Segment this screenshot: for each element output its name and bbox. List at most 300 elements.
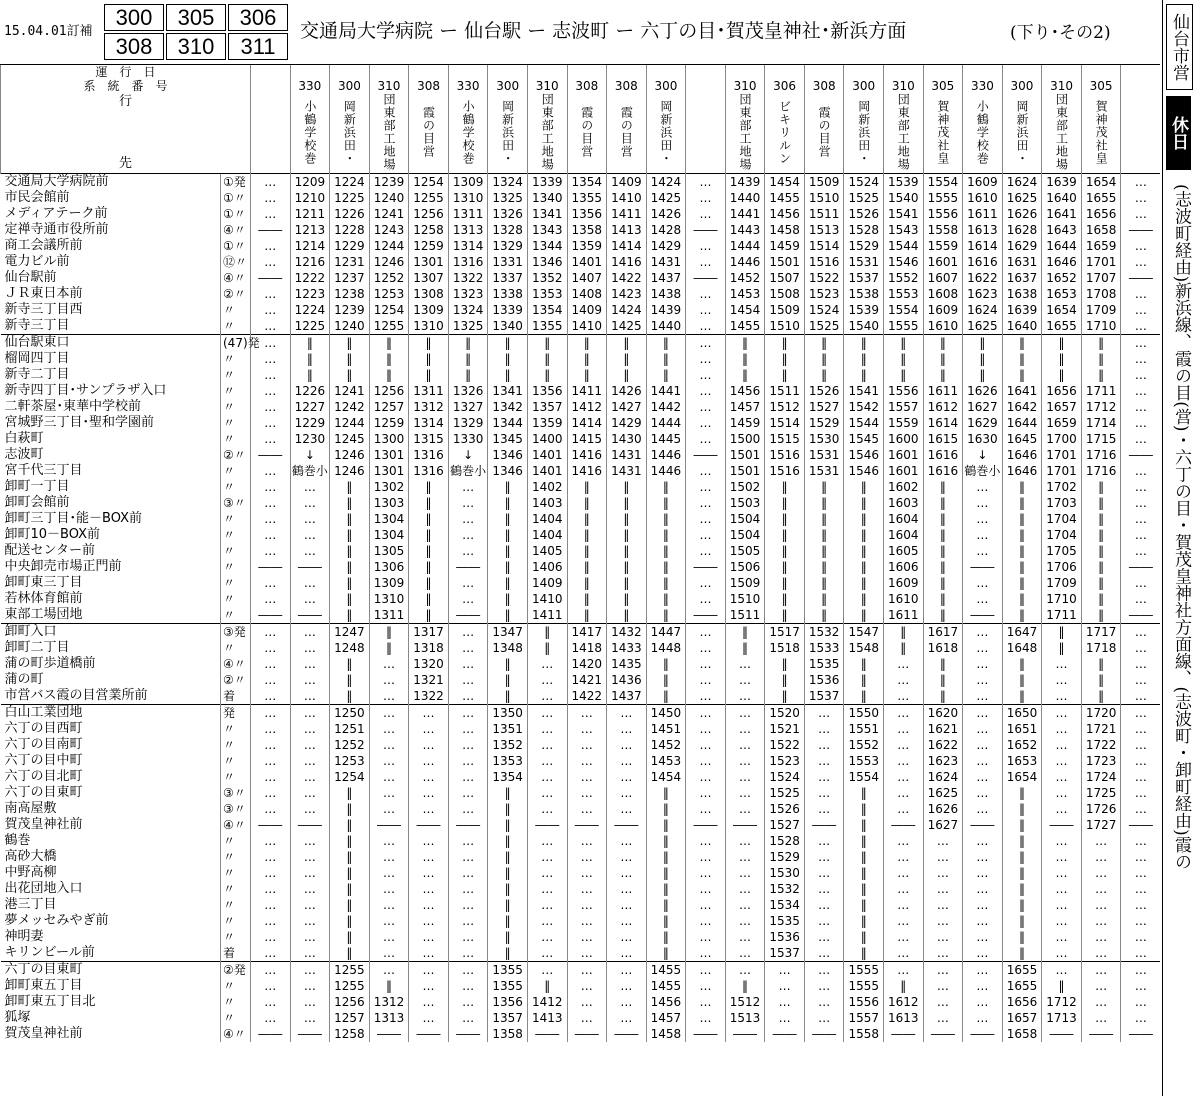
time-cell: ‖ (488, 672, 528, 688)
stop-mark: ④〃 (221, 222, 251, 238)
time-cell: … (290, 849, 330, 865)
time-cell: 1339 (488, 302, 528, 318)
time-cell: … (1081, 945, 1121, 962)
stop-mark: 着 (221, 688, 251, 705)
time-cell: 1340 (488, 318, 528, 335)
time-cell: 1227 (290, 399, 330, 415)
time-cell: 1629 (1002, 238, 1042, 254)
time-cell: ‖ (330, 591, 370, 607)
time-cell: 1242 (330, 399, 370, 415)
time-cell: 1525 (804, 318, 844, 335)
time-cell: 1556 (923, 206, 963, 222)
operation-day-cell (409, 65, 449, 80)
time-cell: … (409, 881, 449, 897)
time-cell: 1351 (488, 721, 528, 737)
time-cell: … (527, 737, 567, 753)
operation-day-cell (963, 65, 1003, 80)
stop-mark: 発 (221, 705, 251, 722)
stop-name: ＪＲ東日本前 (4, 286, 83, 301)
time-cell: 1512 (765, 399, 805, 415)
time-cell: 1555 (923, 190, 963, 206)
time-cell: ‖ (1081, 559, 1121, 575)
time-cell: ‖ (804, 559, 844, 575)
operator-label: 仙台市営 (1166, 4, 1193, 90)
time-cell: … (567, 833, 607, 849)
time-cell: 1241 (330, 383, 370, 399)
destination-cell (330, 93, 370, 174)
time-cell: ‖ (488, 929, 528, 945)
stop-row (1, 559, 1161, 575)
time-cell: ‖ (488, 785, 528, 801)
time-cell: … (686, 575, 726, 591)
time-cell: ‖ (369, 640, 409, 656)
stop-mark: 〃 (221, 640, 251, 656)
time-cell: 1529 (844, 238, 884, 254)
time-cell: ‖ (488, 575, 528, 591)
time-cell: … (725, 833, 765, 849)
time-cell: ―― (1121, 447, 1161, 463)
time-cell: 1605 (884, 543, 924, 559)
time-cell: ‖ (409, 591, 449, 607)
time-cell: ‖ (409, 479, 449, 495)
time-cell: … (448, 511, 488, 527)
time-cell: … (251, 190, 291, 206)
stop-mark: 〃 (221, 721, 251, 737)
operation-day-cell (488, 65, 528, 80)
time-cell: 1401 (527, 447, 567, 463)
time-cell: ‖ (844, 672, 884, 688)
time-cell: … (1121, 463, 1161, 479)
time-cell: 1252 (369, 270, 409, 286)
time-cell: ‖ (607, 495, 647, 511)
time-cell: … (527, 945, 567, 962)
time-cell: … (884, 881, 924, 897)
stop-row (1, 656, 1161, 672)
time-cell: … (686, 785, 726, 801)
stop-mark: ④〃 (221, 817, 251, 833)
stop-name: 蒲の町歩道橋前 (4, 656, 96, 671)
time-cell: … (686, 495, 726, 511)
time-cell: 1358 (488, 1026, 528, 1042)
time-cell: 1513 (725, 1010, 765, 1026)
time-cell: 1658 (1081, 222, 1121, 238)
time-cell: … (409, 721, 449, 737)
time-cell: 1503 (725, 495, 765, 511)
time-cell: ↓ (290, 447, 330, 463)
time-cell: ‖ (1081, 479, 1121, 495)
time-cell: … (567, 897, 607, 913)
time-cell: 1459 (725, 415, 765, 431)
time-cell: ―― (290, 559, 330, 575)
time-cell: ‖ (884, 978, 924, 994)
time-cell: … (725, 929, 765, 945)
time-cell: 1426 (646, 206, 686, 222)
stop-mark: 〃 (221, 753, 251, 769)
time-cell: ―― (290, 1026, 330, 1042)
time-cell: … (290, 705, 330, 722)
destination-label (1, 93, 251, 174)
time-cell: ‖ (804, 607, 844, 624)
time-cell: 1310 (448, 190, 488, 206)
operation-day-cell (765, 65, 805, 80)
time-cell: 1348 (488, 640, 528, 656)
time-cell: ‖ (646, 672, 686, 688)
time-cell: 1501 (725, 447, 765, 463)
time-cell: … (251, 174, 291, 191)
destination-cell (251, 93, 291, 174)
time-cell: 1416 (607, 254, 647, 270)
time-cell: 1313 (369, 1010, 409, 1026)
time-cell: 1411 (527, 607, 567, 624)
time-cell: 1422 (607, 270, 647, 286)
destination-text: 団東部工地場 (738, 93, 753, 171)
operation-day-cell (567, 65, 607, 80)
time-cell: ‖ (1002, 881, 1042, 897)
time-cell: … (409, 785, 449, 801)
time-cell: ‖ (765, 543, 805, 559)
stop-name: 市営バス霞の目営業所前 (4, 688, 148, 703)
time-cell: 1645 (1002, 431, 1042, 447)
time-cell: ‖ (844, 335, 884, 352)
time-cell: ―― (686, 222, 726, 238)
time-cell: … (804, 897, 844, 913)
time-cell: … (448, 962, 488, 979)
stop-name: 高砂大橋 (4, 849, 57, 864)
time-cell: 1631 (1002, 254, 1042, 270)
time-cell: ‖ (963, 335, 1003, 352)
route-number-cell (686, 79, 726, 93)
time-cell: … (686, 463, 726, 479)
time-cell: ‖ (330, 479, 370, 495)
route-number-cell: 310 (1042, 79, 1082, 93)
time-cell: … (1121, 527, 1161, 543)
time-cell: 1341 (527, 206, 567, 222)
time-cell: … (369, 672, 409, 688)
time-cell: 1608 (923, 286, 963, 302)
time-cell: … (448, 527, 488, 543)
time-cell: … (725, 945, 765, 962)
time-cell: 1456 (725, 383, 765, 399)
time-cell: ‖ (567, 527, 607, 543)
time-cell: … (686, 543, 726, 559)
time-cell: 1724 (1081, 769, 1121, 785)
route-box: 306 (228, 4, 288, 31)
route-number-cell: 300 (330, 79, 370, 93)
time-cell: 1316 (409, 463, 449, 479)
time-cell: ‖ (844, 591, 884, 607)
time-cell: … (607, 801, 647, 817)
time-cell: 1316 (448, 254, 488, 270)
time-cell: ‖ (1081, 335, 1121, 352)
time-cell: … (251, 640, 291, 656)
time-cell: 1309 (448, 174, 488, 191)
time-cell: … (251, 511, 291, 527)
time-cell: … (963, 881, 1003, 897)
time-cell: ‖ (646, 688, 686, 705)
time-cell: ‖ (527, 335, 567, 352)
time-cell: 1406 (527, 559, 567, 575)
time-cell: ‖ (607, 559, 647, 575)
time-cell: ―― (1121, 1026, 1161, 1042)
time-cell: 1537 (765, 945, 805, 962)
time-cell: 1656 (1002, 994, 1042, 1010)
time-cell: 1646 (1042, 254, 1082, 270)
stop-row (1, 624, 1161, 641)
time-cell: 1548 (844, 640, 884, 656)
time-cell: ‖ (330, 945, 370, 962)
stop-row (1, 769, 1161, 785)
time-cell: … (567, 913, 607, 929)
time-cell: … (923, 849, 963, 865)
stop-row (1, 994, 1161, 1010)
time-cell: ‖ (1042, 351, 1082, 367)
time-cell: 1622 (923, 737, 963, 753)
route-box: 310 (166, 33, 226, 60)
time-cell: … (725, 785, 765, 801)
time-cell: 1515 (765, 431, 805, 447)
time-cell: 1654 (1042, 302, 1082, 318)
time-cell: ‖ (1002, 495, 1042, 511)
time-cell: ‖ (409, 351, 449, 367)
time-cell: … (448, 865, 488, 881)
time-cell: … (567, 753, 607, 769)
time-cell: 1444 (725, 238, 765, 254)
stop-mark: 〃 (221, 865, 251, 881)
destination-cell (804, 93, 844, 174)
time-cell: 1712 (1042, 994, 1082, 1010)
time-cell: ‖ (369, 367, 409, 383)
time-cell: … (1042, 769, 1082, 785)
time-cell: … (1121, 913, 1161, 929)
time-cell: ‖ (844, 559, 884, 575)
header-row-operation-day (1, 65, 1161, 80)
time-cell: ‖ (488, 833, 528, 849)
time-cell: 1612 (884, 994, 924, 1010)
time-cell: … (686, 302, 726, 318)
time-cell: ‖ (1002, 543, 1042, 559)
time-cell: … (686, 865, 726, 881)
time-cell: 1453 (646, 753, 686, 769)
time-cell: ‖ (369, 624, 409, 641)
route-number-cell: 310 (725, 79, 765, 93)
time-cell: … (251, 431, 291, 447)
stop-row (1, 351, 1161, 367)
destination-cell (527, 93, 567, 174)
time-cell: 1655 (1002, 962, 1042, 979)
time-cell: 1625 (923, 785, 963, 801)
time-cell: ‖ (923, 335, 963, 352)
time-cell: … (686, 591, 726, 607)
time-cell: 1423 (607, 286, 647, 302)
time-cell: ‖ (488, 817, 528, 833)
time-cell: 1424 (646, 174, 686, 191)
time-cell: 1209 (290, 174, 330, 191)
time-cell: … (686, 945, 726, 962)
stop-row (1, 495, 1161, 511)
time-cell: ‖ (409, 367, 449, 383)
time-cell: ―― (251, 222, 291, 238)
time-cell: ‖ (923, 672, 963, 688)
time-cell: … (369, 721, 409, 737)
time-cell: … (725, 672, 765, 688)
operation-day-cell (844, 65, 884, 80)
time-cell: … (251, 318, 291, 335)
time-cell: 1625 (963, 318, 1003, 335)
time-cell: … (963, 769, 1003, 785)
time-cell: 1526 (804, 383, 844, 399)
stop-name: 白山工業団地 (1, 705, 221, 722)
time-cell: 1615 (923, 431, 963, 447)
time-cell: 1509 (725, 575, 765, 591)
time-cell: … (251, 1010, 291, 1026)
time-cell: 1544 (884, 238, 924, 254)
time-cell: ―― (1121, 607, 1161, 624)
time-cell: ―― (963, 817, 1003, 833)
time-cell: 1711 (1042, 607, 1082, 624)
time-cell: ‖ (646, 865, 686, 881)
time-cell: 1504 (725, 527, 765, 543)
time-cell: ‖ (369, 335, 409, 352)
stop-row (1, 591, 1161, 607)
time-cell: 1251 (330, 721, 370, 737)
time-cell: 1610 (963, 190, 1003, 206)
stop-mark: 〃 (221, 543, 251, 559)
time-cell: 1356 (488, 994, 528, 1010)
time-cell: 1301 (369, 447, 409, 463)
time-cell: … (290, 865, 330, 881)
time-cell: 1401 (567, 254, 607, 270)
time-cell: 1624 (963, 302, 1003, 318)
time-cell: … (963, 543, 1003, 559)
time-cell: 1439 (646, 302, 686, 318)
time-cell: … (448, 479, 488, 495)
time-cell: … (567, 721, 607, 737)
time-cell: … (1042, 737, 1082, 753)
time-cell: ‖ (804, 367, 844, 383)
time-cell: 1325 (448, 318, 488, 335)
route-number-cell: 308 (409, 79, 449, 93)
time-cell: 1721 (1081, 721, 1121, 737)
time-cell: ‖ (607, 335, 647, 352)
stop-row (1, 238, 1161, 254)
time-cell: 1257 (330, 1010, 370, 1026)
time-cell: 1532 (765, 881, 805, 897)
destination-text: 団東部工地場 (896, 93, 911, 171)
time-cell: 1425 (646, 190, 686, 206)
time-cell: 1541 (884, 206, 924, 222)
time-cell: ‖ (804, 527, 844, 543)
time-cell: ―― (409, 1026, 449, 1042)
time-cell: 1534 (765, 897, 805, 913)
time-cell: ‖ (646, 607, 686, 624)
time-cell: 1416 (567, 447, 607, 463)
time-cell: 1545 (844, 431, 884, 447)
time-cell: 1322 (409, 688, 449, 705)
time-cell: … (725, 705, 765, 722)
time-cell: … (251, 238, 291, 254)
stop-row (1, 753, 1161, 769)
time-cell: … (686, 688, 726, 705)
time-cell: 1655 (1081, 190, 1121, 206)
time-cell: 1514 (804, 238, 844, 254)
time-cell: … (1081, 897, 1121, 913)
time-cell: ‖ (607, 479, 647, 495)
destination-label-stack (1, 93, 250, 173)
stop-mark: 〃 (221, 913, 251, 929)
time-cell: … (409, 769, 449, 785)
time-cell: … (963, 721, 1003, 737)
time-cell: ‖ (804, 511, 844, 527)
time-cell: 1610 (884, 591, 924, 607)
stop-name: 新寺四丁目･サンプラザ入口 (4, 383, 167, 398)
time-cell: … (607, 929, 647, 945)
time-cell: 1420 (567, 656, 607, 672)
time-cell: … (448, 495, 488, 511)
time-cell: 1510 (765, 318, 805, 335)
time-cell: 1526 (844, 206, 884, 222)
time-cell: ‖ (488, 479, 528, 495)
time-cell: 1646 (1002, 447, 1042, 463)
time-cell: 1655 (1042, 318, 1082, 335)
time-cell: … (884, 737, 924, 753)
time-cell: ‖ (646, 945, 686, 962)
time-cell: … (804, 881, 844, 897)
time-cell: ‖ (330, 801, 370, 817)
time-cell: ‖ (1081, 656, 1121, 672)
stop-row (1, 206, 1161, 222)
time-cell: ‖ (646, 543, 686, 559)
time-cell: 1536 (765, 929, 805, 945)
time-cell: 1357 (488, 1010, 528, 1026)
stop-mark: 〃 (221, 351, 251, 367)
time-cell: … (963, 897, 1003, 913)
time-cell: 1701 (1081, 254, 1121, 270)
route-number-cell: 300 (844, 79, 884, 93)
time-cell: … (765, 1010, 805, 1026)
destination-cell (1042, 93, 1082, 174)
stop-mark: 〃 (221, 318, 251, 335)
route-number-cell: 305 (923, 79, 963, 93)
time-cell: … (251, 913, 291, 929)
time-cell: … (607, 721, 647, 737)
time-cell: 1454 (725, 302, 765, 318)
time-cell: 1213 (290, 222, 330, 238)
stop-mark: 〃 (221, 415, 251, 431)
time-cell: ‖ (804, 543, 844, 559)
time-cell: … (448, 543, 488, 559)
time-cell: … (1121, 399, 1161, 415)
time-cell: … (607, 705, 647, 722)
time-cell: 1725 (1081, 785, 1121, 801)
time-cell: 1410 (527, 591, 567, 607)
time-cell: ‖ (567, 511, 607, 527)
time-cell: ‖ (923, 688, 963, 705)
time-cell: … (1042, 881, 1082, 897)
time-cell: ―― (448, 817, 488, 833)
time-cell: … (448, 640, 488, 656)
destination-text: 霞の目営 (421, 106, 436, 158)
side-panel (1162, 0, 1201, 1096)
time-cell: … (963, 801, 1003, 817)
time-cell: 1709 (1081, 302, 1121, 318)
time-cell: ‖ (488, 351, 528, 367)
time-cell: ‖ (488, 591, 528, 607)
time-cell: … (448, 1010, 488, 1026)
time-cell: 1436 (607, 672, 647, 688)
time-cell: … (1042, 962, 1082, 979)
time-cell: … (686, 431, 726, 447)
time-cell: ‖ (804, 479, 844, 495)
